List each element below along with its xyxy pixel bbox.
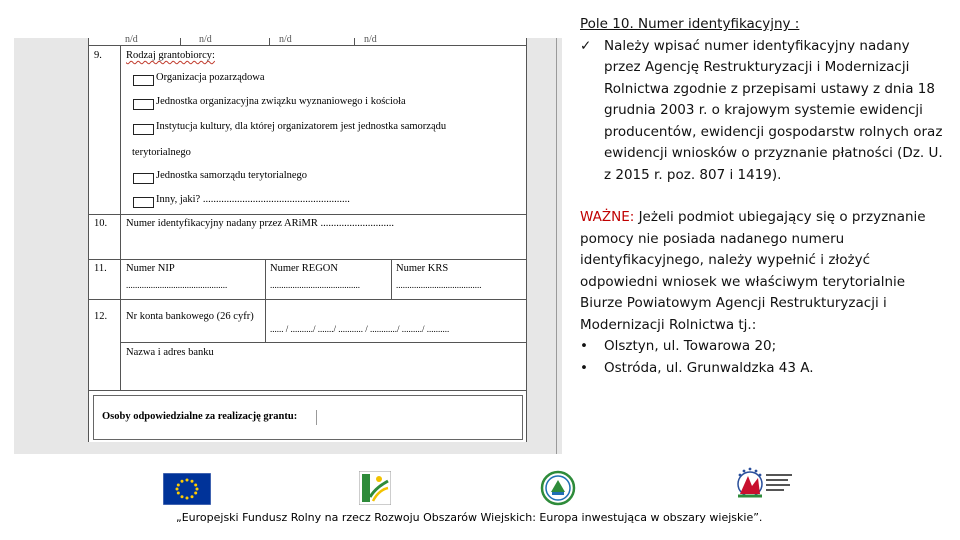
krs-dots: ...................................... xyxy=(396,280,482,290)
field-title-text: Pole 10. Numer identyfikacyjny : xyxy=(580,16,800,32)
top-cell-value: n/d xyxy=(279,34,292,45)
office-address: Olsztyn, ul. Towarowa 20; xyxy=(604,338,777,354)
grantee-type-heading: Rodzaj grantobiorcy: xyxy=(126,50,215,61)
important-note xyxy=(580,207,950,336)
instruction-item xyxy=(580,36,950,187)
option-local-gov: Jednostka samorządu terytorialnego xyxy=(156,170,308,181)
top-cell-value: n/d xyxy=(199,34,212,45)
eu-flag-icon xyxy=(163,473,211,505)
grant-application-form xyxy=(88,34,527,442)
row-number: 10. xyxy=(94,218,108,229)
bullet-icon: • xyxy=(580,338,588,354)
regon-dots: ........................................ xyxy=(270,280,360,290)
footer-slogan: „Europejski Fundusz Rolny na rzecz Rozwoju Obszarów Wiejskich: Europa inwestująca w obszary wiejskie”. xyxy=(176,511,763,524)
bullet-icon: • xyxy=(580,359,588,376)
bank-address-label: Nazwa i adres banku xyxy=(126,347,214,358)
top-cell-value: n/d xyxy=(125,34,138,45)
rural-network-logo-icon xyxy=(540,470,576,506)
option-culture-cont: terytorialnego xyxy=(132,147,191,158)
arimr-id-label: Numer identyfikacyjny nadany przez ARiMR ............................ xyxy=(126,218,394,229)
instruction-text: Należy wpisać numer identyfikacyjny nadany przez Agencję Restrukturyzacji i Modernizacji Rolnictwa zgodnie z przepisami ustawy z dnia 18 grudnia 2003 r. o krajowym systemie ewidencji producentów, ewidencji gospodarstw rolnych oraz ewidencji wniosków o przyznanie płatności (Dz. U. z 2015 r. poz. 807 i 1419). xyxy=(604,37,943,183)
checkbox-ngo[interactable] xyxy=(133,75,154,86)
option-ngo: Organizacja pozarządowa xyxy=(156,72,265,83)
row-number: 9. xyxy=(94,50,102,61)
option-other: Inny, jaki? ........................................................ xyxy=(156,194,350,205)
important-text: Jeżeli podmiot ubiegający się o przyznanie pomocy nie posiada nadanego numeru identyfikacyjnego, należy wypełnić i złożyć odpowiedni wniosek we właściwym terytorialnie Biurze Powiatowym Agencji Restrukturyzacji i Modernizacji Rolnictwa tj.: xyxy=(580,209,926,333)
nip-label: Numer NIP xyxy=(126,263,175,274)
office-address: Ostróda, ul. Grunwaldzka 43 A. xyxy=(604,359,814,376)
check-mark-icon: ✓ xyxy=(580,37,592,54)
office-item xyxy=(580,336,950,358)
bank-account-pattern: ...... / ........../ ......./ ........... / ............/ ........./ .......... xyxy=(270,324,450,334)
leader-logo-icon xyxy=(359,471,391,505)
responsible-persons-label: Osoby odpowiedzialne za realizację grantu: xyxy=(102,411,298,422)
row-number: 11. xyxy=(94,263,107,274)
nip-dots: ............................................. xyxy=(126,280,228,290)
krs-label: Numer KRS xyxy=(396,263,449,274)
regon-label: Numer REGON xyxy=(270,263,338,274)
option-culture: Instytucja kultury, dla której organizatorem jest jednostka samorządu xyxy=(156,121,447,132)
row-number: 12. xyxy=(94,311,108,322)
important-label: WAŻNE: xyxy=(580,209,635,225)
checkbox-culture[interactable] xyxy=(133,124,154,135)
office-item xyxy=(580,358,950,380)
checkbox-other[interactable] xyxy=(133,197,154,208)
instructions-panel xyxy=(580,14,950,379)
checkbox-local-gov[interactable] xyxy=(133,173,154,184)
responsible-persons-box xyxy=(93,395,523,440)
field-title xyxy=(580,14,950,36)
option-religious: Jednostka organizacyjna związku wyznaniowego i kościoła xyxy=(156,96,406,107)
top-cell-value: n/d xyxy=(364,34,377,45)
scan-edge-line xyxy=(556,38,557,454)
bank-account-label: Nr konta bankowego (26 cyfr) xyxy=(126,311,254,322)
checkbox-religious[interactable] xyxy=(133,99,154,110)
ministry-agriculture-logo-icon xyxy=(732,464,798,506)
